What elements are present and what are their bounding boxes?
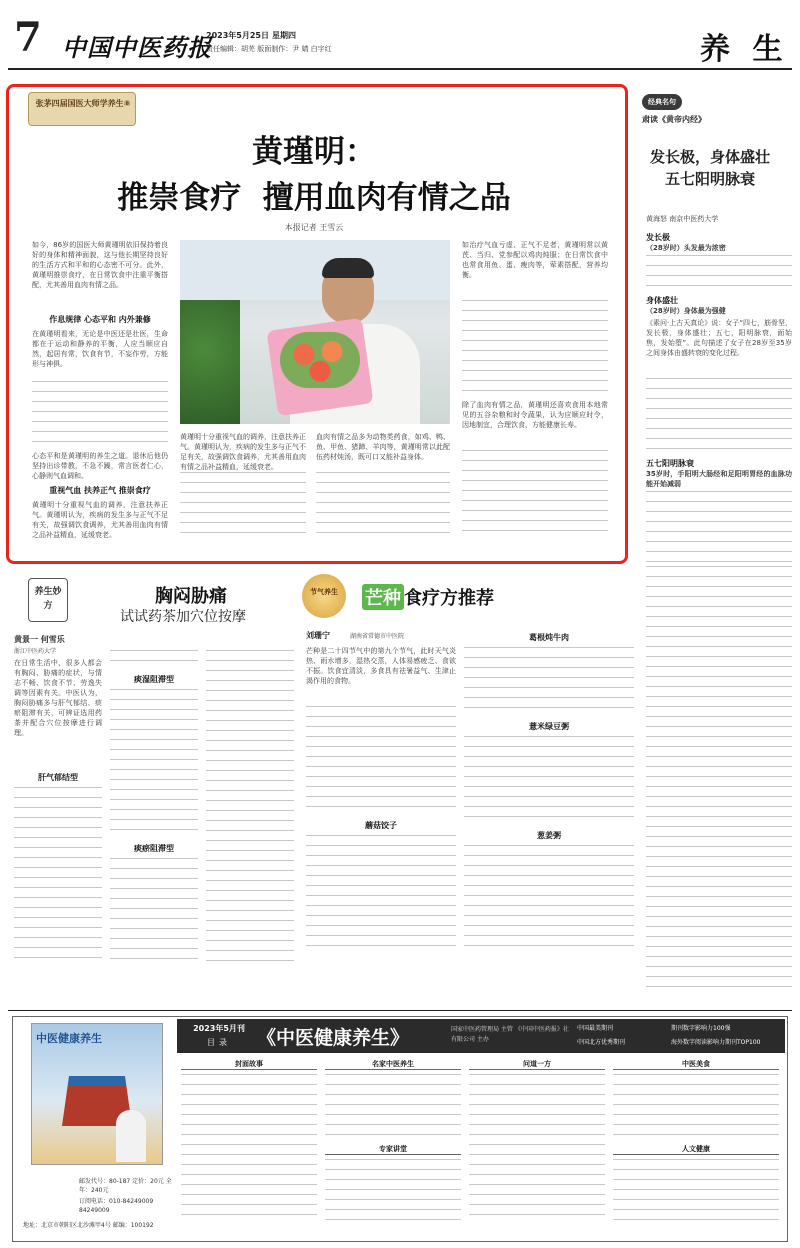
ad-subscription: 邮发代号：80-187 定价：20元 全年：240元 bbox=[79, 1178, 172, 1194]
sidebar-tag-label: 经典名句 bbox=[648, 98, 676, 106]
toc-section-6: 人文健康 bbox=[613, 1144, 779, 1155]
mid-left-sub-b: 痰瘀阻滞型 bbox=[134, 844, 174, 853]
lead-intro: 如今，86岁的国医大师黄瑾明依旧保持着良好的身体和精神面貌，这与他长期坚持良好的生活方式和平和的心态密不可分。此外，黄瑾明推崇食疗，在日常饮食中注重平衡搭配，尤其善用血肉有情之品。 bbox=[32, 241, 168, 289]
sidebar-column-name: 肃读《黄帝内经》 bbox=[642, 115, 706, 124]
ad-top-rule bbox=[8, 1010, 792, 1011]
recipe-4-title: 蘑菇饺子 bbox=[365, 821, 397, 830]
lead-column-1 bbox=[32, 240, 168, 540]
section-title: 养 生 bbox=[700, 32, 789, 67]
cover-figure bbox=[116, 1110, 146, 1162]
photo-window bbox=[180, 240, 450, 300]
toc-col-4 bbox=[613, 1059, 779, 1239]
person-hair bbox=[322, 258, 374, 278]
sidebar-text-block bbox=[646, 378, 792, 458]
mid-left-text-block bbox=[110, 689, 198, 839]
masthead bbox=[0, 0, 800, 70]
plant-left bbox=[180, 300, 240, 424]
toc-entries bbox=[469, 1074, 605, 1224]
mid-left-author: 黄景一 何雪乐 bbox=[14, 635, 65, 644]
mid-left-tag-label: 养生妙方 bbox=[34, 587, 62, 611]
toc-col-2 bbox=[325, 1059, 461, 1239]
mid-left-col-2 bbox=[110, 650, 198, 968]
issue-weekday: 星期四 bbox=[272, 31, 296, 40]
sidebar-tag bbox=[642, 94, 682, 110]
sidebar-sub-3: 五七阳明脉衰 bbox=[646, 459, 694, 468]
lead-column-2 bbox=[180, 432, 306, 542]
mid-left-subtitle: 试试药茶加穴位按摩 bbox=[120, 609, 246, 625]
lead-text-block bbox=[180, 472, 306, 540]
mid-right-title-row bbox=[362, 584, 612, 614]
sidebar-sub-1-note: （28岁时）头发最为浓密 bbox=[646, 244, 726, 252]
lead-column-4 bbox=[462, 240, 608, 542]
masthead-rule bbox=[8, 68, 792, 70]
ad-block bbox=[12, 1016, 788, 1242]
series-badge bbox=[28, 92, 136, 126]
mid-right-text-block bbox=[464, 647, 634, 717]
mid-left-body: 在日常生活中，很多人都会有胸闷、胁痛的症状，与情志不畅、饮食不节、劳逸失调等因素有关。中医认为，胸闷胁痛多与肝气郁结、痰瘀阻滞有关，可辨证选用药茶并配合穴位按摩进行调理。 bbox=[14, 659, 102, 737]
mid-right-author: 刘珊宁 bbox=[306, 631, 330, 640]
lead-headline-line2: 推崇食疗 擅用血肉有情之品 bbox=[117, 180, 511, 216]
sidebar-lower-text bbox=[646, 566, 792, 996]
ad-publisher: 国家中医药管理局 主管 《中国中医药报》社有限公司 主办 bbox=[451, 1026, 569, 1043]
ad-magazine-title: 《中医健康养生》 bbox=[257, 1027, 410, 1049]
lead-para-2: 心态平和是黄瑾明的养生之道。退休后他仍坚持出诊带教，不急不躁，常言医者仁心，心静则气血调和。 bbox=[32, 452, 168, 480]
lead-subhead-2: 重视气血 扶养正气 推崇食疗 bbox=[49, 486, 151, 495]
cover-title: 中医健康养生 bbox=[36, 1032, 102, 1045]
mid-right-col-2 bbox=[464, 630, 634, 968]
mid-left-sub-c: 痰湿阻滞型 bbox=[134, 675, 174, 684]
lead-headline-line1: 黄瑾明： bbox=[252, 134, 376, 170]
series-badge-label: 张茅四届国医大师学养生⑧ bbox=[35, 99, 131, 108]
lead-col4-text: 如治疗气血亏虚、正气不足者，黄瑾明常以黄芪、当归、党参配以鸡肉炖服；在日常饮食中也常食用鱼、蛋、瘦肉等，荤素搭配，营养均衡。 bbox=[462, 241, 608, 279]
lead-text-block bbox=[316, 472, 450, 540]
mid-left-text-block bbox=[110, 650, 198, 670]
toc-entries bbox=[613, 1159, 779, 1229]
lead-text-block bbox=[32, 381, 168, 451]
mid-right-institution: 湖南省常德市中医院 bbox=[350, 633, 405, 640]
lead-column-3 bbox=[316, 432, 450, 542]
sidebar-headline: 发长极，身体盛壮 五七阳明脉衰 bbox=[649, 148, 770, 188]
lead-col4-text-2: 除了血肉有情之品，黄瑾明还喜欢食用本地常见的五谷杂粮和时令蔬果，认为应顺应时令，因地制宜，合理饮食，方能健康长寿。 bbox=[462, 401, 608, 429]
ad-address: 地址：北京市朝阳区北沙滩甲4号 邮编：100192 bbox=[23, 1222, 154, 1229]
toc-section-4: 问道一方 bbox=[469, 1059, 605, 1070]
lead-text-block bbox=[462, 450, 608, 540]
sidebar-text-block bbox=[646, 255, 792, 295]
issue-date: 2023年5月25日 bbox=[206, 31, 269, 40]
ad-honor-3: 中国北方优秀期刊 bbox=[577, 1039, 626, 1046]
mid-right-text-block bbox=[464, 736, 634, 826]
sidebar-sub-1: 发长极 bbox=[646, 233, 670, 242]
mid-left-institution: 浙江中医药大学 bbox=[14, 648, 57, 655]
ad-banner bbox=[177, 1019, 785, 1053]
recipe-3-title: 葱姜粥 bbox=[537, 831, 561, 840]
magazine-cover bbox=[31, 1023, 163, 1165]
mid-left-text-block bbox=[14, 787, 102, 967]
mid-left-sub-a: 肝气郁结型 bbox=[38, 773, 78, 782]
sidebar-body-text: 《素问·上古天真论》说：女子“四七，筋骨坚，发长极，身体盛壮；五七，阳明脉衰，面始焦，发始堕”。此句描述了女子在28岁至35岁之间身体由盛转衰的变化过程。 bbox=[646, 319, 792, 357]
mid-left-text-block bbox=[110, 858, 198, 968]
ad-toc-label: 目录 bbox=[207, 1038, 231, 1047]
lead-subhead-1: 作息规律 心态平和 内外兼修 bbox=[49, 315, 151, 324]
toc-section-2: 名家中医养生 bbox=[325, 1059, 461, 1070]
recipe-2-title: 薏米绿豆粥 bbox=[529, 722, 569, 731]
mid-right-title-highlight: 芒种 bbox=[362, 584, 404, 610]
ad-honor-4: 海外数字阅读影响力期刊TOP100 bbox=[671, 1039, 761, 1046]
sidebar-text-block bbox=[646, 491, 792, 571]
lead-col2-text: 黄瑾明十分重视气血的调养，注意扶养正气。黄瑾明认为，疾病的发生多与正气不足有关，故强调饮食调养，尤其善用血肉有情之品补益精血，延缓衰老。 bbox=[180, 433, 306, 471]
mid-right-text-block bbox=[306, 835, 456, 955]
sidebar-sub-3-note: 35岁时，手阳明大肠经和足阳明胃经的血脉功能开始减弱 bbox=[646, 470, 792, 488]
sidebar-sub-2: 身体盛壮 bbox=[646, 296, 678, 305]
ad-issue: 2023年5月刊 bbox=[193, 1024, 245, 1033]
mid-right-badge-label: 节气养生 bbox=[310, 588, 338, 596]
lead-para-1: 在黄瑾明看来，无论是中医还是壮医，生命都在于运动和静养的平衡，人应当顺应自然，起居有常，饮食有节，不妄作劳，方能形与神俱。 bbox=[32, 330, 168, 368]
mid-left-col-1 bbox=[14, 658, 102, 968]
mid-left-col-3 bbox=[206, 650, 294, 968]
toc-section-5: 中医美食 bbox=[613, 1059, 779, 1070]
lead-byline: 本报记者 王雪云 bbox=[284, 223, 344, 232]
mid-left-title: 胸闷胁痛 bbox=[155, 586, 227, 607]
toc-entries bbox=[181, 1074, 317, 1224]
editors-credit: 责任编辑：胡芜 版面制作：尹 婧 白宇红 bbox=[206, 45, 332, 53]
bouquet-flowers bbox=[280, 332, 360, 388]
toc-entries bbox=[325, 1159, 461, 1229]
lead-para-3-start: 黄瑾明十分重视气血的调养，注意扶养正气。黄瑾明认为，疾病的发生多与正气不足有关，故强调饮食调养，尤其善用血肉有情之品补益精血，延缓衰老。 bbox=[32, 501, 168, 539]
sidebar-author: 黄海怒 南京中医药大学 bbox=[646, 215, 719, 223]
mid-right-col-1 bbox=[306, 646, 456, 968]
ad-phone: 订阅电话：010-84249009 84249009 bbox=[79, 1198, 154, 1214]
toc-col-3 bbox=[469, 1059, 605, 1239]
mid-right-title: 食疗方推荐 bbox=[404, 588, 494, 609]
paper-name: 中国中医药报 bbox=[62, 33, 212, 62]
page-number: 7 bbox=[14, 14, 42, 61]
mid-left-tag bbox=[28, 578, 68, 622]
recipe-1-title: 葛根炖牛肉 bbox=[529, 633, 569, 642]
toc-section-1: 封面故事 bbox=[181, 1059, 317, 1070]
sidebar-sub-2-note: （28岁时）身体最为强健 bbox=[646, 307, 726, 315]
toc-entries bbox=[613, 1074, 779, 1144]
toc-col-1 bbox=[181, 1059, 317, 1239]
mid-right-body: 芒种是二十四节气中的第九个节气，此时天气炎热、雨水增多，湿热交蒸，人体易感疲乏、食欲不振。饮食宜清淡，多食具有祛暑益气、生津止渴作用的食物。 bbox=[306, 647, 456, 685]
toc-entries bbox=[325, 1074, 461, 1144]
sidebar-body bbox=[646, 232, 792, 562]
ad-honor-2: 期刊数字影响力100强 bbox=[671, 1025, 731, 1032]
lead-text-block bbox=[462, 300, 608, 400]
ad-honor-1: 中国最美期刊 bbox=[577, 1025, 614, 1032]
mid-right-text-block bbox=[306, 706, 456, 816]
toc-section-3: 专家讲堂 bbox=[325, 1144, 461, 1155]
lead-col3-text: 血肉有情之品多为动物类药食，如鸡、鸭、鱼、甲鱼、猪蹄、羊肉等，黄瑾明常以此配伍药材炖汤，既可口又能补益身体。 bbox=[316, 433, 450, 461]
portrait-photo bbox=[180, 240, 450, 424]
mid-right-badge bbox=[302, 574, 346, 618]
mid-right-text-block bbox=[464, 845, 634, 955]
